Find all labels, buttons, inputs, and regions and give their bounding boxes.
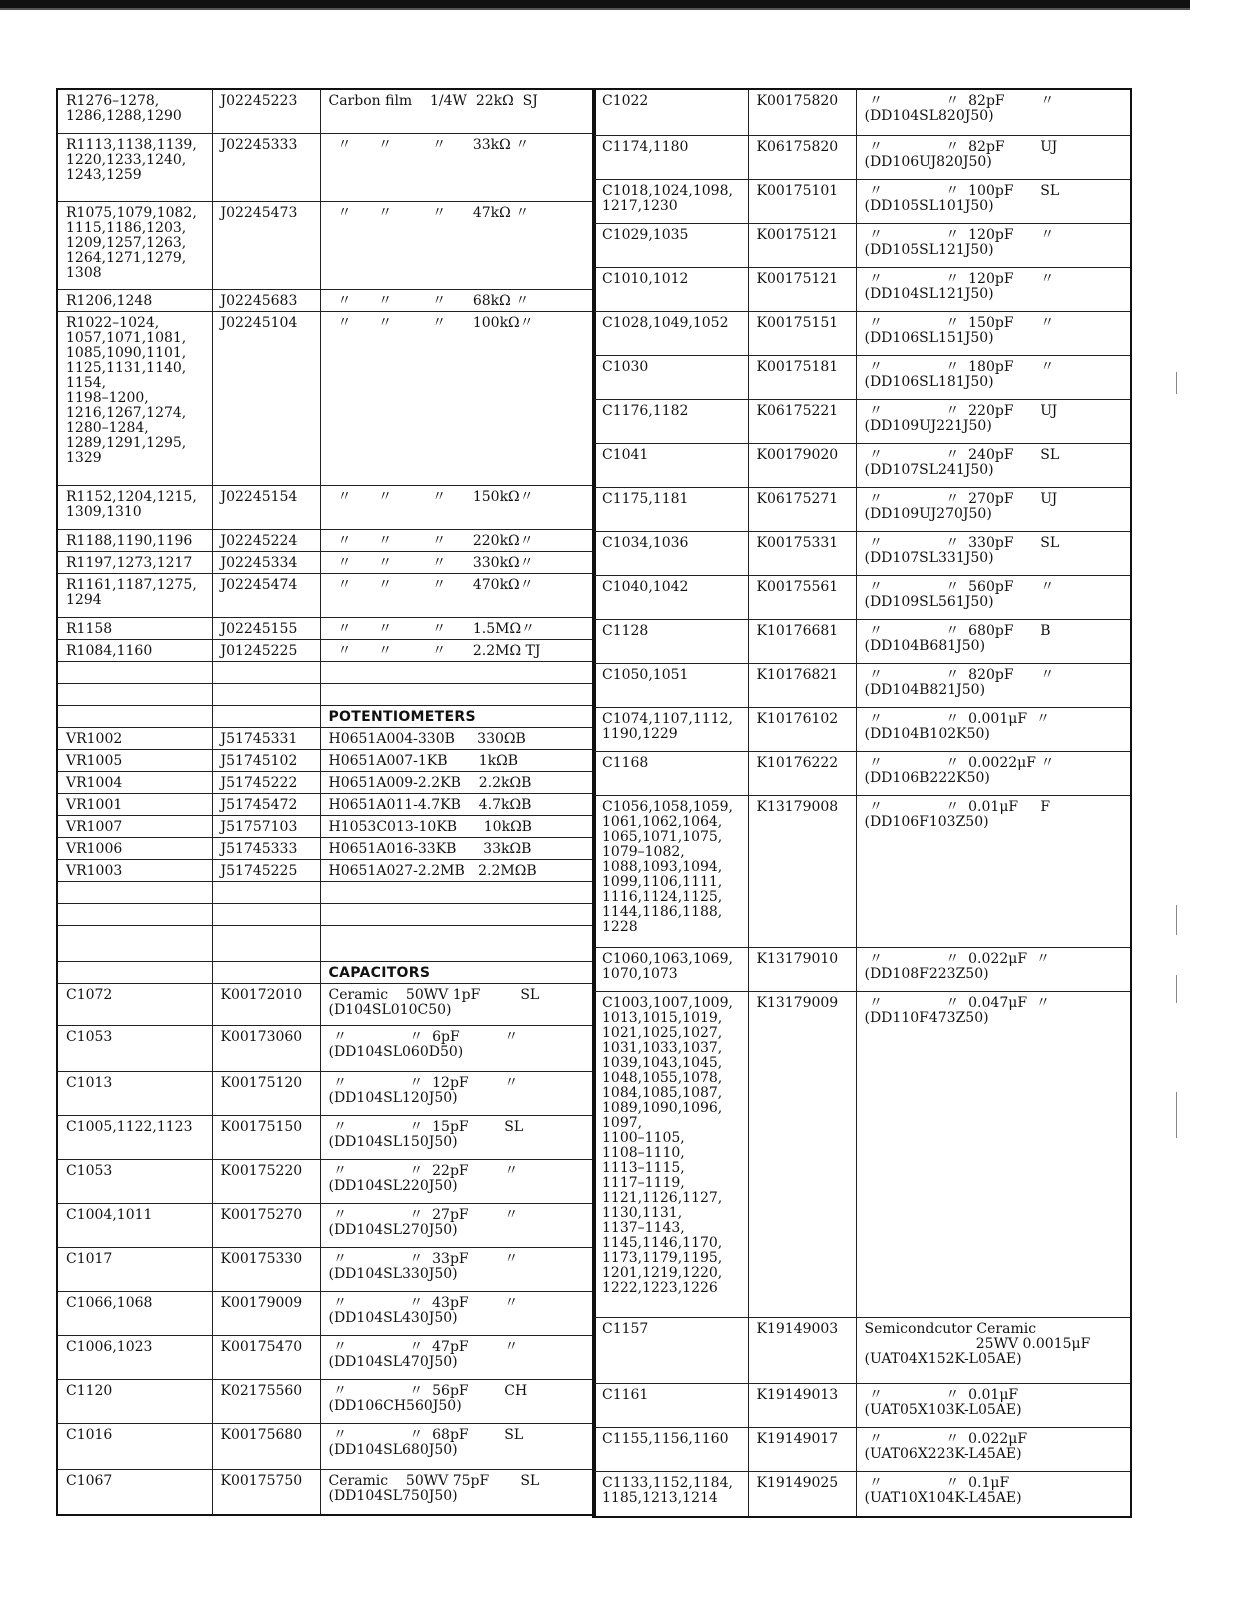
table-row — [593, 399, 1131, 443]
part-number-cell: J51745472 — [212, 793, 320, 815]
part-number-cell: K00175220 — [212, 1159, 320, 1203]
description-cell: 〃 〃 680pF B (DD104B681J50) — [856, 619, 1131, 663]
ref-cell: C1120 — [57, 1379, 212, 1423]
table-row — [593, 443, 1131, 487]
table-row — [593, 267, 1131, 311]
description-cell: 〃 〃 0.022μF 〃 (DD108F223Z50) — [856, 947, 1131, 991]
part-number-cell — [212, 961, 320, 983]
description-cell: 〃 〃 〃 68kΩ 〃 — [320, 289, 595, 311]
description-cell: H0651A007-1KB 1kΩB — [320, 749, 595, 771]
ref-cell: VR1001 — [57, 793, 212, 815]
table-row — [57, 683, 595, 705]
ref-cell — [57, 881, 212, 903]
ref-cell: C1161 — [593, 1383, 748, 1427]
description-cell: H0651A027-2.2MB 2.2MΩB — [320, 859, 595, 881]
description-cell: 〃 〃 0.1μF (UAT10X104K-L45AE) — [856, 1471, 1131, 1517]
table-row — [57, 1025, 595, 1071]
table-row — [57, 1379, 595, 1423]
description-cell: 〃 〃 82pF 〃 (DD104SL820J50) — [856, 89, 1131, 135]
table-row — [57, 815, 595, 837]
part-number-cell: J02245224 — [212, 529, 320, 551]
scan-mark — [1176, 975, 1177, 1003]
table-row — [57, 925, 595, 961]
parts-table-left-body — [57, 89, 595, 1515]
description-cell: Semicondcutor Ceramic 25WV 0.0015μF (UAT04X152K-L05AE) — [856, 1317, 1131, 1383]
ref-cell: VR1002 — [57, 727, 212, 749]
table-row — [593, 311, 1131, 355]
description-cell: 〃 〃 120pF 〃 (DD105SL121J50) — [856, 223, 1131, 267]
part-number-cell: K19149003 — [748, 1317, 856, 1383]
description-cell: Carbon film 1/4W 22kΩ SJ — [320, 89, 595, 133]
part-number-cell: K00175330 — [212, 1247, 320, 1291]
table-row — [593, 223, 1131, 267]
part-number-cell: J51745331 — [212, 727, 320, 749]
part-number-cell: K00175331 — [748, 531, 856, 575]
description-cell: H0651A004-330B 330ΩB — [320, 727, 595, 749]
ref-cell: VR1006 — [57, 837, 212, 859]
ref-cell: C1016 — [57, 1423, 212, 1469]
table-row — [57, 201, 595, 289]
ref-cell: R1197,1273,1217 — [57, 551, 212, 573]
table-row — [593, 135, 1131, 179]
table-row — [593, 991, 1131, 1317]
description-cell: 〃 〃 100pF SL (DD105SL101J50) — [856, 179, 1131, 223]
table-row — [593, 575, 1131, 619]
part-number-cell: K00173060 — [212, 1025, 320, 1071]
description-cell: 〃 〃 0.0022μF 〃 (DD106B222K50) — [856, 751, 1131, 795]
description-cell: 〃 〃 〃 1.5MΩ〃 — [320, 617, 595, 639]
table-row — [57, 529, 595, 551]
ref-cell: C1176,1182 — [593, 399, 748, 443]
ref-cell: VR1003 — [57, 859, 212, 881]
part-number-cell: K19149017 — [748, 1427, 856, 1471]
part-number-cell: K00175150 — [212, 1115, 320, 1159]
part-number-cell: K00175820 — [748, 89, 856, 135]
ref-cell: C1029,1035 — [593, 223, 748, 267]
ref-cell: C1133,1152,1184, 1185,1213,1214 — [593, 1471, 748, 1517]
table-row — [593, 89, 1131, 135]
table-row — [57, 903, 595, 925]
table-row — [57, 771, 595, 793]
part-number-cell: J02245683 — [212, 289, 320, 311]
part-number-cell: K19149025 — [748, 1471, 856, 1517]
ref-cell: VR1004 — [57, 771, 212, 793]
table-row — [57, 573, 595, 617]
description-cell: 〃 〃 560pF 〃 (DD109SL561J50) — [856, 575, 1131, 619]
part-number-cell: K13179010 — [748, 947, 856, 991]
part-number-cell: K13179008 — [748, 795, 856, 947]
table-row — [57, 1335, 595, 1379]
part-number-cell: J51757103 — [212, 815, 320, 837]
table-row — [57, 1159, 595, 1203]
part-number-cell: J02245155 — [212, 617, 320, 639]
table-row — [57, 133, 595, 201]
table-row — [57, 1291, 595, 1335]
ref-cell: C1028,1049,1052 — [593, 311, 748, 355]
part-number-cell: J02245473 — [212, 201, 320, 289]
table-row — [593, 1317, 1131, 1383]
part-number-cell: K00175121 — [748, 267, 856, 311]
description-cell — [320, 925, 595, 961]
ref-cell: C1004,1011 — [57, 1203, 212, 1247]
table-row — [57, 639, 595, 661]
description-cell: 〃 〃 33pF 〃 (DD104SL330J50) — [320, 1247, 595, 1291]
table-row — [57, 1469, 595, 1515]
description-cell: 〃 〃 0.022μF (UAT06X223K-L45AE) — [856, 1427, 1131, 1471]
part-number-cell: J51745222 — [212, 771, 320, 793]
table-row — [57, 617, 595, 639]
description-cell: 〃 〃 240pF SL (DD107SL241J50) — [856, 443, 1131, 487]
ref-cell: C1030 — [593, 355, 748, 399]
description-cell: 〃 〃 68pF SL (DD104SL680J50) — [320, 1423, 595, 1469]
part-number-cell — [212, 683, 320, 705]
part-number-cell: K02175560 — [212, 1379, 320, 1423]
ref-cell: R1188,1190,1196 — [57, 529, 212, 551]
part-number-cell: J02245223 — [212, 89, 320, 133]
part-number-cell — [212, 881, 320, 903]
table-row — [57, 1071, 595, 1115]
description-cell: 〃 〃 〃 150kΩ〃 — [320, 485, 595, 529]
description-cell: 〃 〃 150pF 〃 (DD106SL151J50) — [856, 311, 1131, 355]
table-row — [57, 1423, 595, 1469]
ref-cell: C1018,1024,1098, 1217,1230 — [593, 179, 748, 223]
ref-cell: C1022 — [593, 89, 748, 135]
description-cell: 〃 〃 43pF 〃 (DD104SL430J50) — [320, 1291, 595, 1335]
part-number-cell: K00175680 — [212, 1423, 320, 1469]
part-number-cell: K00172010 — [212, 983, 320, 1025]
part-number-cell: K06175221 — [748, 399, 856, 443]
table-row — [593, 751, 1131, 795]
description-cell: 〃 〃 6pF 〃 (DD104SL060D50) — [320, 1025, 595, 1071]
part-number-cell: K00175121 — [748, 223, 856, 267]
part-number-cell: J51745225 — [212, 859, 320, 881]
ref-cell: C1168 — [593, 751, 748, 795]
part-number-cell — [212, 661, 320, 683]
ref-cell: C1050,1051 — [593, 663, 748, 707]
table-row — [57, 485, 595, 529]
scan-mark — [1176, 1092, 1177, 1138]
description-cell: H1053C013-10KB 10kΩB — [320, 815, 595, 837]
ref-cell: R1152,1204,1215, 1309,1310 — [57, 485, 212, 529]
part-number-cell: J51745333 — [212, 837, 320, 859]
ref-cell — [57, 683, 212, 705]
part-number-cell: J02245104 — [212, 311, 320, 485]
description-cell: 〃 〃 180pF 〃 (DD106SL181J50) — [856, 355, 1131, 399]
table-row — [593, 619, 1131, 663]
table-row — [593, 707, 1131, 751]
part-number-cell: K00175181 — [748, 355, 856, 399]
description-cell — [320, 661, 595, 683]
scan-mark — [1176, 372, 1177, 394]
description-cell: 〃 〃 120pF 〃 (DD104SL121J50) — [856, 267, 1131, 311]
part-number-cell — [212, 705, 320, 727]
description-cell: 〃 〃 820pF 〃 (DD104B821J50) — [856, 663, 1131, 707]
ref-cell: C1053 — [57, 1025, 212, 1071]
description-cell: 〃 〃 〃 33kΩ 〃 — [320, 133, 595, 201]
table-row — [593, 947, 1131, 991]
ref-cell: C1067 — [57, 1469, 212, 1515]
ref-cell: C1034,1036 — [593, 531, 748, 575]
ref-cell — [57, 925, 212, 961]
table-row — [593, 179, 1131, 223]
part-number-cell: K00175101 — [748, 179, 856, 223]
ref-cell: C1003,1007,1009, 1013,1015,1019, 1021,1025,1027, 1031,1033,1037, 1039,1043,1045, 1048,1055,1078, 1084,1085,1087, 1089,1090,1096, 1097, 1100–1105, 1108–1110, 1113–1115, 1117–1119, 1121,1126,1127, 1130,1131, 1137–1143, 1145,1146,1170, 1173,1179,1195, 1201,1219,1220, 1222,1223,1226 — [593, 991, 748, 1317]
description-cell: 〃 〃 270pF UJ (DD109UJ270J50) — [856, 487, 1131, 531]
ref-cell — [57, 705, 212, 727]
ref-cell: R1075,1079,1082, 1115,1186,1203, 1209,1257,1263, 1264,1271,1279, 1308 — [57, 201, 212, 289]
ref-cell: C1017 — [57, 1247, 212, 1291]
scan-mark — [1176, 905, 1177, 935]
table-row — [593, 1427, 1131, 1471]
description-cell: H0651A009-2.2KB 2.2kΩB — [320, 771, 595, 793]
description-cell: 〃 〃 0.01μF F (DD106F103Z50) — [856, 795, 1131, 947]
description-cell: 〃 〃 0.001μF 〃 (DD104B102K50) — [856, 707, 1131, 751]
ref-cell — [57, 961, 212, 983]
table-row — [57, 793, 595, 815]
description-cell — [320, 903, 595, 925]
table-row — [593, 1471, 1131, 1517]
description-cell: 〃 〃 56pF CH (DD106CH560J50) — [320, 1379, 595, 1423]
ref-cell: C1155,1156,1160 — [593, 1427, 748, 1471]
description-cell: 〃 〃 12pF 〃 (DD104SL120J50) — [320, 1071, 595, 1115]
description-cell: 〃 〃 47pF 〃 (DD104SL470J50) — [320, 1335, 595, 1379]
table-row — [57, 89, 595, 133]
description-cell: 〃 〃 〃 47kΩ 〃 — [320, 201, 595, 289]
part-number-cell: K00175270 — [212, 1203, 320, 1247]
part-number-cell: K06175271 — [748, 487, 856, 531]
parts-table-right — [592, 88, 1132, 1518]
ref-cell: C1010,1012 — [593, 267, 748, 311]
ref-cell: R1084,1160 — [57, 639, 212, 661]
part-number-cell: J51745102 — [212, 749, 320, 771]
ref-cell: C1072 — [57, 983, 212, 1025]
table-row — [593, 663, 1131, 707]
description-cell: 〃 〃 〃 220kΩ〃 — [320, 529, 595, 551]
part-number-cell: K10176102 — [748, 707, 856, 751]
table-row — [57, 727, 595, 749]
part-number-cell — [212, 903, 320, 925]
ref-cell: R1276–1278, 1286,1288,1290 — [57, 89, 212, 133]
table-row — [57, 1247, 595, 1291]
table-row — [57, 881, 595, 903]
table-row — [593, 1383, 1131, 1427]
description-cell: H0651A016-33KB 33kΩB — [320, 837, 595, 859]
description-cell: 〃 〃 0.01μF (UAT05X103K-L05AE) — [856, 1383, 1131, 1427]
table-row — [57, 551, 595, 573]
table-row — [57, 983, 595, 1025]
top-rule — [0, 0, 1190, 8]
ref-cell: R1206,1248 — [57, 289, 212, 311]
part-number-cell: J02245154 — [212, 485, 320, 529]
table-row — [593, 487, 1131, 531]
description-cell: 〃 〃 82pF UJ (DD106UJ820J50) — [856, 135, 1131, 179]
table-row — [57, 661, 595, 683]
table-row — [57, 311, 595, 485]
part-number-cell: K10176222 — [748, 751, 856, 795]
table-row — [57, 705, 595, 727]
ref-cell: C1041 — [593, 443, 748, 487]
description-cell: Ceramic 50WV 1pF SL (D104SL010C50) — [320, 983, 595, 1025]
parts-table-right-body — [593, 89, 1131, 1517]
part-number-cell: K00179020 — [748, 443, 856, 487]
ref-cell: C1157 — [593, 1317, 748, 1383]
part-number-cell — [212, 925, 320, 961]
table-row — [57, 961, 595, 983]
part-number-cell: K00175750 — [212, 1469, 320, 1515]
description-cell: H0651A011-4.7KB 4.7kΩB — [320, 793, 595, 815]
description-cell — [320, 881, 595, 903]
description-cell: 〃 〃 220pF UJ (DD109UJ221J50) — [856, 399, 1131, 443]
description-cell: 〃 〃 〃 330kΩ〃 — [320, 551, 595, 573]
part-number-cell: K06175820 — [748, 135, 856, 179]
ref-cell: R1161,1187,1275, 1294 — [57, 573, 212, 617]
part-number-cell: K00179009 — [212, 1291, 320, 1335]
description-cell — [320, 683, 595, 705]
top-rule-shadow — [0, 8, 1190, 10]
ref-cell — [57, 903, 212, 925]
table-row — [57, 859, 595, 881]
ref-cell: C1006,1023 — [57, 1335, 212, 1379]
part-number-cell: K00175470 — [212, 1335, 320, 1379]
description-cell: 〃 〃 27pF 〃 (DD104SL270J50) — [320, 1203, 595, 1247]
ref-cell: C1053 — [57, 1159, 212, 1203]
ref-cell: C1060,1063,1069, 1070,1073 — [593, 947, 748, 991]
description-cell: 〃 〃 22pF 〃 (DD104SL220J50) — [320, 1159, 595, 1203]
ref-cell: C1056,1058,1059, 1061,1062,1064, 1065,1071,1075, 1079–1082, 1088,1093,1094, 1099,1106,1111, 1116,1124,1125, 1144,1186,1188, 1228 — [593, 795, 748, 947]
part-number-cell: K10176681 — [748, 619, 856, 663]
description-cell: 〃 〃 15pF SL (DD104SL150J50) — [320, 1115, 595, 1159]
description-cell: Ceramic 50WV 75pF SL (DD104SL750J50) — [320, 1469, 595, 1515]
description-cell: 〃 〃 〃 100kΩ〃 — [320, 311, 595, 485]
ref-cell — [57, 661, 212, 683]
description-cell: 〃 〃 0.047μF 〃 (DD110F473Z50) — [856, 991, 1131, 1317]
part-number-cell: J02245333 — [212, 133, 320, 201]
ref-cell: VR1005 — [57, 749, 212, 771]
table-row — [57, 1203, 595, 1247]
part-number-cell: J02245474 — [212, 573, 320, 617]
table-row — [593, 355, 1131, 399]
table-row — [57, 749, 595, 771]
ref-cell: C1005,1122,1123 — [57, 1115, 212, 1159]
description-cell: CAPACITORS — [320, 961, 595, 983]
ref-cell: C1066,1068 — [57, 1291, 212, 1335]
part-number-cell: K00175561 — [748, 575, 856, 619]
table-row — [57, 837, 595, 859]
table-row — [57, 1115, 595, 1159]
ref-cell: C1074,1107,1112, 1190,1229 — [593, 707, 748, 751]
part-number-cell: J01245225 — [212, 639, 320, 661]
part-number-cell: J02245334 — [212, 551, 320, 573]
ref-cell: C1174,1180 — [593, 135, 748, 179]
description-cell: 〃 〃 〃 2.2MΩ TJ — [320, 639, 595, 661]
part-number-cell: K00175120 — [212, 1071, 320, 1115]
description-cell: 〃 〃 〃 470kΩ〃 — [320, 573, 595, 617]
description-cell: 〃 〃 330pF SL (DD107SL331J50) — [856, 531, 1131, 575]
ref-cell: R1113,1138,1139, 1220,1233,1240, 1243,1259 — [57, 133, 212, 201]
ref-cell: VR1007 — [57, 815, 212, 837]
description-cell: POTENTIOMETERS — [320, 705, 595, 727]
table-row — [593, 795, 1131, 947]
ref-cell: R1022–1024, 1057,1071,1081, 1085,1090,1101, 1125,1131,1140, 1154, 1198–1200, 1216,1267,1274, 1280–1284, 1289,1291,1295, 1329 — [57, 311, 212, 485]
table-row — [593, 531, 1131, 575]
table-row — [57, 289, 595, 311]
ref-cell: C1040,1042 — [593, 575, 748, 619]
ref-cell: C1175,1181 — [593, 487, 748, 531]
ref-cell: C1128 — [593, 619, 748, 663]
ref-cell: R1158 — [57, 617, 212, 639]
parts-table-left — [56, 88, 596, 1516]
ref-cell: C1013 — [57, 1071, 212, 1115]
part-number-cell: K13179009 — [748, 991, 856, 1317]
part-number-cell: K19149013 — [748, 1383, 856, 1427]
part-number-cell: K00175151 — [748, 311, 856, 355]
part-number-cell: K10176821 — [748, 663, 856, 707]
